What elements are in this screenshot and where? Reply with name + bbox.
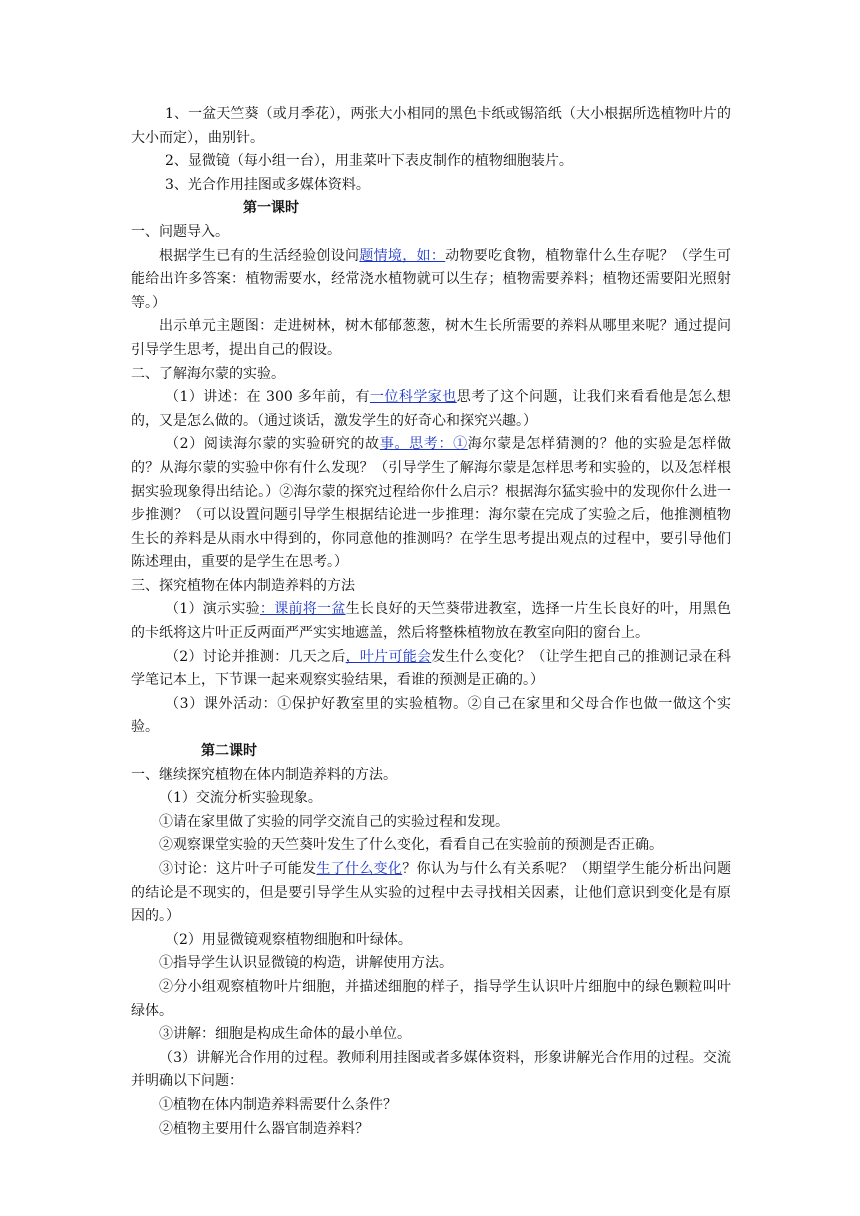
lesson2-paragraph5: （2）用显微镜观察植物细胞和叶绿体。 bbox=[165, 931, 412, 948]
text-run: （2）阅读海尔蒙的实验研究的故 bbox=[165, 436, 380, 453]
text-run: 海尔蒙是怎样猜测的？他的实验是怎样做的？从海尔蒙的实验中你有什么发现？（引导学生了解海尔蒙是怎样思考和实验的，以及怎样根据实验现象得出结论。）②海尔蒙的探究过程给你什么启示？根据海尔猛实验中的发现你什么进一步推测？（可以设置问题引导学生根据结论进一步推理：海尔蒙在完成了实验之后，他推测植物生长的养料是从雨水中得到的，你同意他的推测吗？在学生思考提出观点的过程中，要引导他们陈述理由，重要的是学生在思考。） bbox=[131, 436, 731, 571]
text-run: ③讨论：这片叶子可能发 bbox=[159, 861, 317, 877]
lesson1-section2-paragraph1 bbox=[131, 386, 731, 433]
lesson2-paragraph9: （3）讲解光合作用的过程。教师利用挂图或者多媒体资料，形象讲解光合作用的过程。交流并明确以下问题： bbox=[131, 1049, 731, 1090]
lesson1-section1-paragraph2: 出示单元主题图：走进树林，树木郁郁葱葱，树木生长所需要的养料从哪里来呢？通过提问引导学生思考，提出自己的假设。 bbox=[131, 318, 731, 358]
lesson2-paragraph3: ②观察课堂实验的天竺葵叶发生了什么变化，看看自己在实验前的预测是否正确。 bbox=[159, 837, 663, 854]
hyperlink[interactable]: 题情境，如： bbox=[359, 247, 446, 264]
lesson2-paragraph10: ①植物在体内制造养料需要什么条件？ bbox=[159, 1096, 397, 1113]
lesson1-section3-paragraph1 bbox=[131, 598, 731, 645]
text-run: 思考了这个问题，让我们来看看他是怎么想的，又是怎么做的。（通过谈话，激发学生的好奇心和探究兴趣。） bbox=[131, 389, 732, 429]
lesson2-paragraph6: ①指导学生认识显微镜的构造，讲解使用方法。 bbox=[159, 955, 453, 972]
lesson1-title: 第一课时 bbox=[243, 200, 299, 217]
text-run: ？你认为与什么有关系呢？（期望学生能分析出问题的结论是不现实的，但是要引导学生从实验的过程中去寻找相关因素，让他们意识到变化是有原因的。） bbox=[131, 861, 732, 925]
hyperlink[interactable]: 生了什么变化 bbox=[316, 861, 403, 877]
lesson2-paragraph8: ③讲解：细胞是构成生命体的最小单位。 bbox=[159, 1026, 411, 1043]
lesson1-section3-paragraph3: （3）课外活动：①保护好教室里的实验植物。②自己在家里和父母合作也做一做这个实验。 bbox=[131, 695, 731, 736]
text-run: （2）讨论并推测：几天之后 bbox=[165, 648, 346, 665]
lesson2-section1-title: 一、继续探究植物在体内制造养料的方法。 bbox=[131, 766, 397, 783]
lesson1-section2-paragraph2 bbox=[131, 433, 731, 575]
text-run: 根据学生已有的生活经验创设问 bbox=[159, 247, 360, 264]
lesson1-section1-paragraph1 bbox=[131, 245, 731, 316]
text-run: （1）讲述：在 300 多年前，有 bbox=[165, 389, 370, 406]
text-run: （1）演示实验 bbox=[165, 601, 260, 618]
materials-item-2: 2、显微镜（每小组一台），用韭菜叶下表皮制作的植物细胞装片。 bbox=[165, 153, 573, 170]
lesson2-title: 第二课时 bbox=[201, 743, 257, 760]
text-run: 发生什么变化？（让学生把自己的推测记录在科学笔记本上，下节课一起来观察实验结果，看谁的预测是正确的。） bbox=[131, 648, 732, 689]
materials-item-1: 1、一盆天竺葵（或月季花），两张大小相同的黑色卡纸或锡箔纸（大小根据所选植物叶片的大小而定），曲别针。 bbox=[131, 106, 731, 146]
lesson1-section3-paragraph2 bbox=[131, 646, 731, 693]
hyperlink[interactable]: ：课前将一盆 bbox=[259, 601, 346, 618]
text-run: 动物要吃食物，植物靠什么生存呢？（学生可能给出许多答案：植物需要水，经常浇水植物就可以生存；植物需要养料；植物还需要阳光照射等。） bbox=[131, 247, 732, 311]
lesson1-section3-title: 三、探究植物在体内制造养料的方法 bbox=[131, 577, 355, 594]
materials-item-3: 3、光合作用挂图或多媒体资料。 bbox=[165, 176, 370, 193]
hyperlink[interactable]: ，叶片可能会 bbox=[345, 648, 432, 665]
lesson2-paragraph1: （1）交流分析实验现象。 bbox=[159, 790, 322, 807]
lesson1-section2-title: 二、了解海尔蒙的实验。 bbox=[131, 365, 285, 382]
document-body bbox=[131, 103, 731, 1141]
lesson2-paragraph11: ②植物主要用什么器官制造养料？ bbox=[159, 1120, 369, 1137]
hyperlink[interactable]: 事。思考：① bbox=[379, 436, 468, 453]
lesson2-paragraph7: ②分小组观察植物叶片细胞，并描述细胞的样子，指导学生认识叶片细胞中的绿色颗粒叫叶绿体。 bbox=[131, 978, 731, 1019]
text-run: 生长良好的天竺葵带进教室，选择一片生长良好的叶，用黑色的卡纸将这片叶正反两面严严实实地遮盖，然后将整株植物放在教室向阳的窗台上。 bbox=[131, 601, 732, 642]
lesson2-paragraph4 bbox=[131, 858, 731, 929]
hyperlink[interactable]: 一位科学家也 bbox=[369, 389, 457, 406]
lesson1-section1-title: 一、问题导入。 bbox=[131, 223, 229, 240]
lesson2-paragraph2: ①请在家里做了实验的同学交流自己的实验过程和发现。 bbox=[159, 813, 509, 830]
